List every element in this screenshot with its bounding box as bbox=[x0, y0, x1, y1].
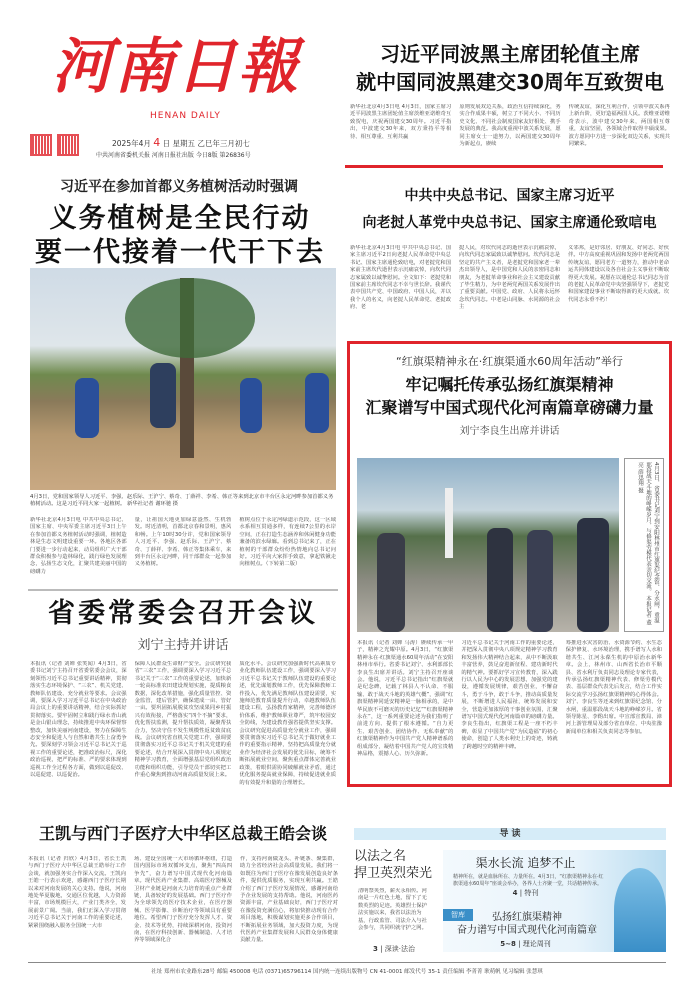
qr-code-icon[interactable] bbox=[30, 134, 52, 156]
divider bbox=[28, 589, 338, 591]
headline-line: 汇聚谱写中国式现代化河南篇章磅礴力量 bbox=[365, 398, 654, 417]
subheadline: 刘宁李良生出席并讲话 bbox=[459, 426, 560, 437]
guide-header: 导 读 bbox=[354, 828, 666, 840]
story-hongqiqu-box[interactable] bbox=[347, 341, 672, 787]
issue-info: 中共河南省委机关报 河南日报社出版 今日8版 第26836号 bbox=[96, 152, 251, 159]
section-name: 特刊 bbox=[524, 889, 539, 897]
tree-planting-photo bbox=[30, 268, 336, 490]
body-column: 筹推进水灾害防治、水资源节约、水生态保护修复、水环境治理，携手谱写人水和谐共生、江河永葆生机的中原治水新华章。会上，林州市、山西省长治市平顺县、省水利厅负责同志及理论专家代表，传承弘扬红旗渠精神代表、修渠劳模代表、基层群众代表先后发言，结合工作实际交流学习弘扬红旗渠精神的心得体会。刘宁、李良生等还来到红旗渠纪念馆、分水闸，重温那段战天斗地的峥嵘岁月。省领导陈星、李酌出席。中宣部宣教局、漳河上游管理局及部分省直单位、中央驻豫新闻单位和相关负责同志等参加。 bbox=[565, 640, 662, 735]
kicker: “红旗渠精神永在·红旗渠通水60周年活动”举行 bbox=[396, 355, 623, 368]
headline-line: 向老挝人革党中央总书记、国家主席通伦致唁电 bbox=[362, 215, 657, 231]
date-suffix: 日 星期五 乙巳年三月初七 bbox=[162, 139, 250, 148]
headline-line: 习近平同波黑主席团轮值主席 bbox=[380, 42, 640, 66]
headline-line: 牢记嘱托传承弘扬红旗渠精神 bbox=[405, 375, 614, 394]
red-divider bbox=[345, 165, 663, 168]
story-laos[interactable] bbox=[347, 183, 672, 327]
qr-code-icon[interactable] bbox=[57, 134, 79, 156]
body-column: 挝人民，对坎代同志的逝世表示沉痛哀悼，向坎代同志家属致以诚挚慰问。坎代同志是坚定的共产主义者，是老挝党和国家老一辈杰出领导人，是中国党和人民的亲密同志和朋友，为老挝革命事业和社会主义建设贡献了毕生精力，为中老两党两国关系发展作出了重要贡献。中国党、政府、人民将永远怀念坎代同志。中老是山同脉、水同源的社会主 bbox=[459, 245, 560, 311]
kicker: 习近平在参加首都义务植树活动时强调 bbox=[60, 179, 298, 195]
headline-line: 奋力谱写中国式现代化河南篇章 bbox=[457, 925, 597, 936]
footer-info: 社址 郑州市农业路东28号 邮编 450008 电话 (0371)65796114 国内统一连续出版物号 CN 41-0001 邮发代号 35-1 责任编辑 李菁菁 耿萌帆 见习编辑 张慧琪 bbox=[151, 969, 543, 975]
page-ref[interactable]: 5~8 | 理论周刊 bbox=[500, 940, 551, 948]
issue-date bbox=[112, 136, 250, 149]
body-column: 场、建设全国统一大市场循环枢纽，打造国内国际市场双循环支点，聚焦“四高四争先”，奋力谱写中国式现代化河南篇章。现代医药产业集群、高端医疗器械及卫材产业链是河南大力培育的重点产业群链，具备较好的发展基础。西门子医疗作为全球领先的医疗技术企业，在医疗器械、医学影像、诊断治疗等领域具有重要地位。希望西门子医疗充分发挥人才、资金、技术等优势，持续深耕河南，投资河南，在医疗科技创新、器械制造、人才培养等领域深化合 bbox=[134, 856, 232, 944]
page-ref[interactable]: 3 | 深读·法治 bbox=[373, 945, 415, 953]
date-prefix: 2025年4月 bbox=[112, 139, 151, 148]
hongqiqu-photo bbox=[357, 458, 619, 632]
headline-line: 就中国同波黑建交30周年互致贺电 bbox=[356, 70, 664, 94]
story-siemens[interactable] bbox=[28, 818, 338, 956]
headline-line: 义务植树是全民行动 bbox=[49, 203, 311, 234]
body-column: 新华社北京4月3日电 中共中央总书记、国家主席习近平2日向老挝人民革命党中央总书记、国家主席通伦致唁电，对老挝党和国家前主席坎代逝世表示沉痛哀悼，向坎代同志家属致以诚挚慰问。全文如下：老挝党和国家前主席坎代同志不幸与世长辞。我谨代表中国共产党、中国政府、中国人民，并以我个人的名义，向老挝人民革命党、老挝政府、老 bbox=[350, 245, 451, 311]
caption-text: 4月3日，省委书记刘宁到安阳林州市红旗渠纪念馆、分水闸，重温那段战天斗地的峥嵘岁月，与修渠劳模代表亲切交流。 bbox=[645, 462, 659, 623]
newspaper-logo: 河南日報 bbox=[52, 32, 300, 102]
body-column: 本报讯（记者 刘婵 张笑闻）4月3日，省委书记刘宁主持召开省委常委会会议，深刻领悟习近平总书记重要讲话精神，贯彻落实生态环境保护、“三农”、机关党建、教师队伍建设、充分就业等要求。会议强调，要深入学习习近平总书记在中央政治局会议上的重要讲话精神，结合实际抓好贯彻落实。要牢固树立和践行绿水青山就是金山银山理念，持续推进中央环保督察整改，加快美丽河南建设，努力在保障生态安全和促进人与自然和谐共生上奋勇争先。要深刻学习领会习近平总书记关于巡视工作的重要论述，把准政治标尺，深化政治巡视，把严的标准、严的要求体现到巡视工作全过程各方面，做到以巡促改、以巡促建、以巡促治。 bbox=[30, 661, 127, 779]
body-column: 保障人民群众生命财产安全。会议研究我省“三农”工作，强调要深入学习习近平总书记关于“三农”工作的重要论述，加快新一轮高标准农田建设规划实施，提质粮食数据，深化改革措施，强化质量管控、资金监管，建后管护，确保建成一亩、管好一亩。要巩固拓展脱贫攻坚成果同乡村振兴有效衔接，严格落实“四个不摘”要求，优化帮扶监测，提升帮扶质效，凝聚帮扶合力，坚决守住不发生规模性返贫致贫底线。会议研究省直机关党建工作，强调要贯彻落实习近平总书记关于机关党建的重要论述，结合开展深入贯彻中央八项规定精神学习教育，全面增强基层党组织政治功能和组织功能，引导党员干部切实把工作重心聚焦到推动河南高质量发展上来。 bbox=[134, 661, 232, 779]
section-name: 深读·法治 bbox=[384, 945, 415, 953]
photo-caption: 4月3日，党和国家领导人习近平、李强、赵乐际、王沪宁、蔡奇、丁薛祥、李希、韩正等来到北京市丰台区永定河畔参加首都义务植树活动。这是习近平同大家一起植树。 新华社记者 谢环驰 摄 bbox=[30, 494, 334, 508]
body-column: 本报讯（记者 归欣）4月3日，省长王凯与西门子医疗大中华区总裁王皓举行工作会谈，就加强务实合作深入交流。王凯向王皓一行表示欢迎，感谢西门子医疗长期以来对河南发展的关心支持。他说，河南地处华夏腹地，交通区位优越，人力资源丰富，市场规模巨大，产业门类齐全，发展前景广阔。当前，我们正深入学习贯彻习近平总书记关于河南工作的重要论述，紧紧围绕融入服务全国统一大市 bbox=[28, 856, 126, 929]
headline-line: 以法之名 bbox=[354, 849, 407, 864]
body-column: 新华社北京4月3日电 4月3日，国家主席习近平同波黑主席团轮值主席茨维亚诺维奇互致贺电，庆祝两国建交30周年。习近平指出，中波建交30年来，双方秉持平等相待、相互尊重、互利共赢 bbox=[350, 104, 452, 140]
mountain-illustration bbox=[614, 868, 666, 952]
date-day: 4 bbox=[153, 136, 161, 149]
guide-body: 精神所在，就是血脉所在、力量所在。4月3日，“红旗渠精神永在·红旗渠通水60周年”座谈会举办，各界人士齐聚一堂，共话精神传承。 bbox=[453, 874, 604, 887]
guide-headline-2 bbox=[443, 911, 611, 937]
headline: 王凯与西门子医疗大中华区总裁王皓会谈 bbox=[38, 824, 327, 843]
guide-body: 清明祭英烈，薪火永相传。河南是一片红色土地，留下了无数英烈的足迹。英雄烈士保护法实施以来，我省以法治为基，行政监管、司法介入与社会参与，共同织就守护之网。 bbox=[358, 888, 427, 932]
body-column: 植树点位于永定河绿道示范段，这一区域水系相互贯通多样，有连续7公里的水岸空间，正在打造生态涵养和休闲健身功能兼备的滨水绿廊。看到总书记来了，正在植树的干部群众纷纷热情地向总书记问好。习近平向大家挥手致意，拿起铁锹走向植树点。（下转第二版） bbox=[239, 517, 336, 568]
story-body bbox=[30, 517, 336, 583]
subheadline: 刘宁主持并讲话 bbox=[137, 638, 229, 653]
page-number: 3 bbox=[373, 945, 378, 953]
story-tree-planting[interactable] bbox=[20, 176, 340, 270]
body-column: 新华社北京4月3日电 中共中央总书记、国家主席、中央军委主席习近平3日上午在参加首都义务植树活动时强调，植树造林是生态文明建设重要一环。各地区各部门要进一步行动起来，动员组织广大干部群众积极参与造林绿化，践行绿色发展理念，弘扬生态文化，汇聚共建美丽中国的磅礴力 bbox=[30, 517, 127, 575]
body-column: 质化水平。会议研究加强新时代高素质专业化教师队伍建设工作，强调要深入学习习近平总书记关于教师队伍建设的重要论述，优先谋划教师工作，优先保障教师工作投入，优先满足教师队伍建设需要，实施师范教育质量提升行动，卓越教师队伍建设工程，弘扬教育家精神，完善师德评价体系，维护教师职业尊严，筑牢校园安全防线，为建设教育强省提供坚实支撑。会议研究促进高质量充分就业工作，强调要贯彻落实习近平总书记关于做好就业工作的重要指示精神，坚持把高质量充分就业作为经济社会发展的优先目标，统筹不断拓展就业空间，聚焦重点群体完善就业政策，着眼供需协同破解就业矛盾，通过优化服务提高就业保障，持续促进就业质的有效提升和量的合理增长。 bbox=[239, 661, 337, 786]
headline-line: 捍卫英烈荣光 bbox=[354, 866, 433, 881]
body-column: 量，让祖国大地更加绿意盎然、生机勃发。时近清明，首都北京春和景明，惠风和畅。上午10时30分许，党和国家领导人习近平、李强、赵乐际、王沪宁、蔡奇、丁薛祥、李希、韩正等集体乘车，来到丰台区永定河畔，同干部群众一起参加义务植树。 bbox=[134, 517, 232, 568]
page-number: 4 bbox=[512, 889, 518, 897]
photo-caption-vertical bbox=[624, 458, 664, 632]
headline: 省委常委会召开会议 bbox=[48, 598, 318, 629]
guide-item-law[interactable] bbox=[354, 848, 434, 954]
english-name: HENAN DAILY bbox=[150, 111, 221, 121]
guide-item-hongqiqu[interactable] bbox=[443, 850, 666, 952]
body-column: 义邻邦，是好邻居、好朋友、好同志、好伙伴。中方高度重视巩固和发扬中老两党两国传统友谊，愿同老方一道努力，推动中老命运共同体建设以及各自社会主义事业不断取得更大发展。祝愿在以通伦总书记同志为首的老挝人民革命党中央坚强领导下，老挝党和国家建设事业不断取得新的更大成就。坎代同志永垂不朽！ bbox=[568, 245, 669, 303]
guide-headline bbox=[354, 848, 434, 882]
footer-rule bbox=[28, 962, 666, 963]
body-column: 作，支持河南做龙头、补链条、聚集群，助力全省经济社会高质量发展。我们将一如既往为西门子医疗在豫发展创造良好条件，提供优质服务，实现互利共赢。王皓介绍了西门子医疗发展情况，感谢河南给予企业发展的支持帮助。他说，河南医药资源丰富，产业基础良好，西门子医疗对在豫投资充满信心，将加快推动现有合作项目落地，积极谋划实施更多合作项目，不断拓展业务领域，加大投资力度，为现代医药产业集群发展和人民群众身体健康贡献力量。 bbox=[240, 856, 338, 944]
body-column: 本报讯（记者 刘婵 马涛）赓续传承一甲子，精神之光耀中原。4月3日，“红旗渠精神永在·红旗渠通水60周年活动”在安阳林州市举行。省委书记刘宁、水利部部长李良生出席并讲话。刘宁主持召开座谈会。他说，习近平总书记指出“红旗渠就是纪念碑，记载了林县人不认命、不服输、敢于战天斗地的英雄气概”，强调“红旗渠精神同延安精神是一脉相承的，是中华民族不可磨灭的历史记忆”“红旗渠精神永在”，这一系列重要论述为我们指明了前进方向、提供了根本遵循。“自力更生、艰苦创业、团结协作、无私奉献”的红旗渠精神作为中国共产党人精神谱系的组成部分，凝结着中国共产党人的宝贵精神品格，震撼人心、历久弥新。 bbox=[357, 640, 454, 758]
photo-credit: 本报记者 董亮 薛迅翔 摄 bbox=[637, 462, 651, 625]
story-standing-committee[interactable] bbox=[28, 596, 338, 821]
body-column: 习近平总书记关于河南工作的重要论述，并把深入贯彻中央八项规定精神学习教育和发扬伟大精神结合起来，从中不断汲取丰富营养，鼓足奋进新征程、建功新时代的精气神。要抓好学习宣传教育，深入践行以人民为中心的发展思想，加强党的建设，遵循发展规律，艰苦创业，不懈奋斗，勇于斗争，敢于斗争，推动高质量发展，不断增进人民福祉，统筹发展和安全，营造更加浓厚的干事创业氛围，汇聚谱写中国式现代化河南篇章的磅礴力量。李良生指出，红旗渠工程是一座不朽丰碑，彰显了中国共产党“为民造福”的初心使命，创造了人类水利史上的奇迹，铸就了跨越时空的精神丰碑。 bbox=[461, 640, 558, 750]
guide-headline: 渠水长流 追梦不止 bbox=[475, 856, 576, 870]
tag-badge: 智库 bbox=[443, 909, 473, 921]
page-ref[interactable]: 4 | 特刊 bbox=[512, 889, 539, 897]
section-name: 理论周刊 bbox=[522, 940, 551, 948]
story-bosnia[interactable] bbox=[350, 40, 670, 166]
headline-line: 要一代接着一代干下去 bbox=[35, 237, 325, 268]
headline-line: 中共中央总书记、国家主席习近平 bbox=[404, 188, 615, 204]
body-column: 传统友谊，深化互利合作，引领中波关系再上新台阶，更好造福两国人民。茨维亚诺维奇表示，波中建交30年来，两国相互尊重，友谊坚固，各领域合作取得丰硕成果。波方愿同中方进一步深化双边关系，实现共同繁荣。 bbox=[568, 104, 670, 148]
headline-line: 弘扬红旗渠精神 bbox=[492, 912, 562, 923]
page-number: 5~8 bbox=[500, 940, 516, 948]
body-column: 原则发展双边关系，政治互信持续深化，务实合作成果丰硕，树立了不同大小、不同历史文化、不同社会制度国家友好相处、携手发展的典范。我高度重视中波关系发展，愿同主席女士一道努力，以两国建交30周年为新起点，赓续 bbox=[459, 104, 561, 148]
